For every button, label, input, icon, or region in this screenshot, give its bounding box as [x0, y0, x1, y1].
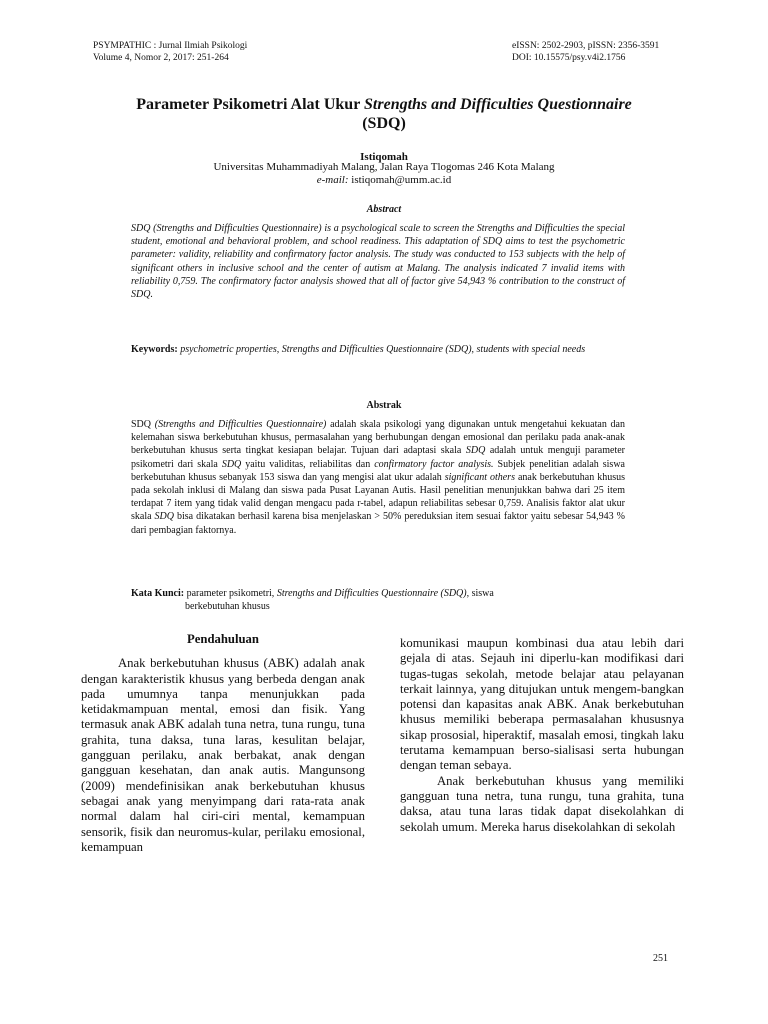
- email-address: istiqomah@umm.ac.id: [351, 174, 452, 186]
- email-label: e-mail:: [316, 174, 349, 186]
- volume-info: Volume 4, Nomor 2, 2017: 251-264: [93, 53, 229, 63]
- kata-kunci: Kata Kunci: parameter psikometri, Strengths and Difficulties Questionnaire (SDQ), siswa berkebutuhan khusus: [131, 588, 494, 613]
- keywords: Keywords: psychometric properties, Strengths and Difficulties Questionnaire (SDQ), students with special needs: [131, 344, 586, 355]
- abstrak-text: SDQ (Strengths and Difficulties Questionnaire) adalah skala psikologi yang digunakan untuk mengetahui kekuatan dan kelemahan siswa berkebutuhan khusus, permasalahan yang berhubungan dengan emosional dan perilaku pada anak-anak berkebutuhan khusus serta tingkat kesiapan belajar. Tujuan dari adaptasi skala SDQ adalah untuk menguji parameter psikometri dari skala SDQ yaitu validitas, reliabilitas dan confirmatory factor analysis. Subjek penelitian adalah siswa berkebutuhan khusus sebanyak 153 siswa dan yang mengisi alat ukur adalah significant others anak berkebutuhan khusus pada sekolah inklusi di Malang dan siswa pada Pusat Layanan Autis. Hasil penelitian menunjukkan bahwa dari 25 item terdapat 7 item yang tidak valid dengan mengacu pada r-tabel, adapun reliabilitas sebesar 0,759. Analisis faktor alat ukur skala SDQ bisa dikatakan berhasil karena bisa menjelaskan > 50% pereduksian item sesuai faktor yaitu sebesar 54,943 % dari pembagian faktornya.: [131, 419, 625, 536]
- running-header-left: [93, 40, 247, 64]
- kata-kunci-label: Kata Kunci:: [131, 588, 185, 599]
- issn: eISSN: 2502-2903, pISSN: 2356-3591: [512, 41, 660, 51]
- journal-name: PSYMPATHIC : Jurnal Ilmiah Psikologi: [93, 41, 248, 51]
- body-paragraph: Anak berkebutuhan khusus yang memiliki gangguan tuna netra, tuna rungu, tuna grahita, tuna daksa, atau tuna laras tidak dapat disekolahkan di sekolah umum. Mereka harus disekolahkan di sekolah: [400, 773, 684, 834]
- keywords-label: Keywords: [131, 344, 175, 355]
- page-number: 251: [653, 953, 668, 964]
- keywords-text: psychometric properties, Strengths and Difficulties Questionnaire (SDQ), students with special needs: [180, 344, 586, 355]
- title-italic: Strengths and Difficulties Questionnaire: [364, 96, 632, 113]
- title-plain: Parameter Psikometri Alat Ukur: [136, 96, 365, 113]
- abstrak-heading: Abstrak: [366, 400, 402, 411]
- author-email: [0, 174, 768, 186]
- paper-title: [80, 95, 688, 133]
- author-affiliation: Universitas Muhammadiyah Malang, Jalan Raya Tlogomas 246 Kota Malang: [213, 161, 555, 173]
- body-paragraph: Anak berkebutuhan khusus (ABK) adalah anak dengan karakteristik khusus yang berbeda dengan anak pada umumnya tanpa menunjukkan pada ketidakmampuan mental, emosi dan fisik. Yang termasuk anak ABK adalah tuna netra, tuna rungu, tuna grahita, tuna daksa, tuna laras, kesulitan belajar, gangguan perilaku, anak berbakat, anak dengan gangguan kesehatan, dan anak autis. Mangunsong (2009) mendefinisikan anak berkebutuhan khusus sebagai anak yang menyimpang dari rata-rata anak normal dalam hal ciri-ciri mental, kemampuan sensorik, fisik dan neuromus-kular, perilaku emosional, kemampuan: [81, 656, 365, 854]
- body-paragraph: komunikasi maupun kombinasi dua atau lebih dari gejala di atas. Sejauh ini diperlu-kan modifikasi dari tugas-tugas sekolah, metode belajar atau pelayanan terkait lainnya, yang ditujukan untuk mengem-bangkan potensi dan kapasitas anak ABK. Anak berkebutuhan khusus memiliki beberapa permasalahan khususnya sikap prososial, hiperaktif, masalah emosi, tingkah laku terutama kemampuan berso-sialisasi serta hubungan dengan teman sebaya.: [400, 636, 684, 773]
- author-name: Istiqomah: [360, 151, 408, 163]
- abstract-text: SDQ (Strengths and Difficulties Questionnaire) is a psychological scale to screen the Strengths and Difficulties the special student, emotional and behavioral problem, and school readiness. This adaptation of SDQ aims to test the psychometric parameter: validity, reliability and confirmatory factor analysis. The study was conducted to 153 subjects with the help of significant others in inclusive school and the center of autism at Malang. The analysis indicated 7 invalid items with reliability 0,759. The confirmatory factor analysis showed that all of factor give 54,943 % contribution to the construct of SDQ.: [131, 223, 625, 301]
- body-column-left: [81, 632, 365, 855]
- title-line2: (SDQ): [362, 115, 406, 132]
- body-column-right: [400, 636, 684, 835]
- running-header-right: [512, 40, 659, 64]
- abstract-heading: Abstract: [366, 204, 402, 215]
- section-title: Pendahuluan: [187, 632, 259, 646]
- doi: DOI: 10.15575/psy.v4i2.1756: [512, 53, 626, 63]
